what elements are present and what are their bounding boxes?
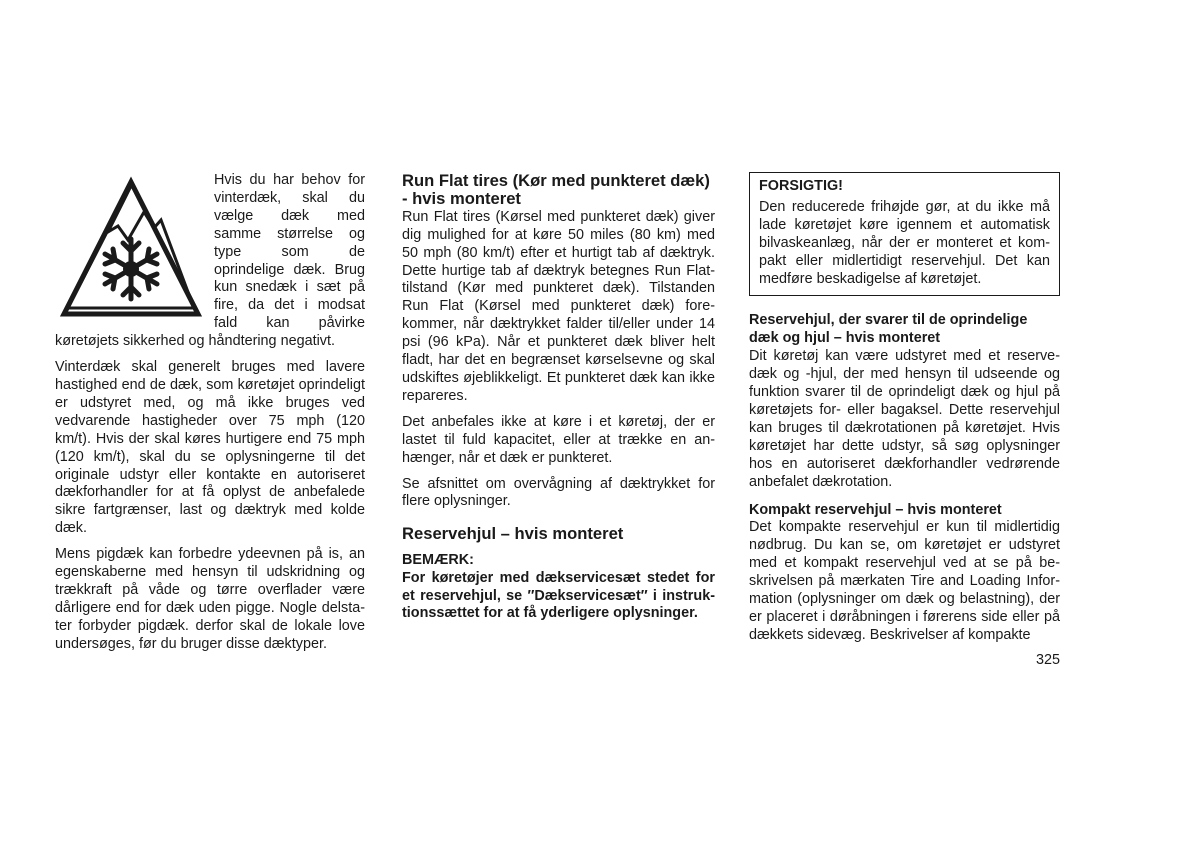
column-middle xyxy=(402,172,715,623)
run-flat-heading: Run Flat tires (Kør med punkteret dæk) - hvis monteret xyxy=(402,171,710,209)
studded-tires-paragraph: Mens pigdæk kan forbedre ydeevnen på is, an egenskaberne med hensyn til udskridning og trækkraft på våde og tørre overflader være dårligere end for dæk uden pigge. Nogle delstater forbyder pigdæk. derfor skal de lokale love undersøges, før du bruger disse dæktyper. xyxy=(55,546,365,652)
caution-box xyxy=(749,172,1060,296)
full-size-spare-heading: Reservehjul, der svarer til de oprindelige dæk og hjul – hvis monteret xyxy=(749,312,1028,347)
note-text: For køretøjer med dækservicesæt stedet for et reservehjul, se ″Dækservicesæt″ i instruktionssættet for at få yderligere oplysninger. xyxy=(402,569,715,622)
winter-tires-intro: Hvis du har behov for vinterdæk, skal du vælge dæk med samme størrelse og type som de oprindelige dæk. Brug kun snedæk i sæt på fire, da det i modsat fald kan påvirke køretøjets sikkerhed og håndtering negativt. xyxy=(55,172,365,350)
page-number: 325 xyxy=(1036,652,1061,668)
caution-text: Den reducerede frihøjde gør, at du ikke må lade køretøjet køre igennem et automatisk bilvaskeanlæg, når der er monteret et kompakt eller midlertidigt reservehjul. Det kan medføre beskadigelse af køretøjet. xyxy=(759,198,1050,287)
run-flat-load-paragraph: Det anbefales ikke at køre i et køretøj, der er lastet til fuld kapacitet, eller at trække en anhænger, når et dæk er punkteret. xyxy=(402,413,715,466)
note-label: BEMÆRK: xyxy=(402,551,474,568)
mountain-snowflake-icon xyxy=(58,174,208,329)
full-size-spare-paragraph: Dit køretøj kan være udstyret med et reservedæk og -hjul, der med hensyn til udseende og funktion svarer til de oprindeligt dæk og hjul på køretøjets for- eller bagaksel. Dette reservehjul kan bruges til dækrotationen på køretøjet. Hvis køretøjet har dette udstyr, så søg oplysninger hos en autoriseret dækforhandler vedrørende anbefalet dækrotation. xyxy=(749,348,1060,490)
winter-tires-speed-paragraph: Vinterdæk skal generelt bruges med lavere hastighed end de dæk, som køretøjet oprindeligt er udstyret med, og må ikke bruges ved vedvarende hastigheder over 75 mph (120 km/t). Hvis der skal køres hurtigere end 75 mph (120 km/t), skal du se oplysningerne til det originale udstyr eller kontakte en autoriseret dækforhandler for at få oplyst de anbefalede sikre fartgrænser, last og dæktryk med kolde dæk. xyxy=(55,359,365,537)
compact-spare-paragraph: Det kompakte reservehjul er kun til midlertidig nødbrug. Du kan se, om køretøjet er udstyret med et kompakt reservehjul ved at se på beskrivelsen på mærkaten Tire and Loading Information (oplysninger om dæk og belastning), der er placeret i døråbningen i førerens side eller på dækkets sidevæg. Beskrivelser af kompakte xyxy=(749,519,1060,643)
tire-pressure-reference: Se afsnittet om overvågning af dæktrykket for flere oplysninger. xyxy=(402,475,715,510)
run-flat-paragraph: Run Flat tires (Kørsel med punkteret dæk) giver dig mulighed for at køre 50 miles (80 km) med 50 mph (80 km/t) efter et hurtigt tab af dæktryk. Dette hurtige tab af dæktryk betegnes Run Flat-tilstand (Kør med punkteret dæk). Tilstanden Run Flat (Kørsel med punkteret dæk) forekommer, når dæktrykket falder til/eller under 14 psi (96 kPa). Når et punkteret dæk bliver helt fladt, har det en begrænset kørselsevne og skal udskiftes øjeblikkeligt. Et punkteret dæk kan ikke repareres. xyxy=(402,208,715,404)
compact-spare-heading: Kompakt reservehjul – hvis monteret xyxy=(749,501,1002,518)
column-right xyxy=(749,172,1060,645)
column-left xyxy=(55,172,365,654)
spare-wheel-heading: Reservehjul – hvis monteret xyxy=(402,524,624,544)
caution-title: FORSIGTIG! xyxy=(759,178,843,194)
